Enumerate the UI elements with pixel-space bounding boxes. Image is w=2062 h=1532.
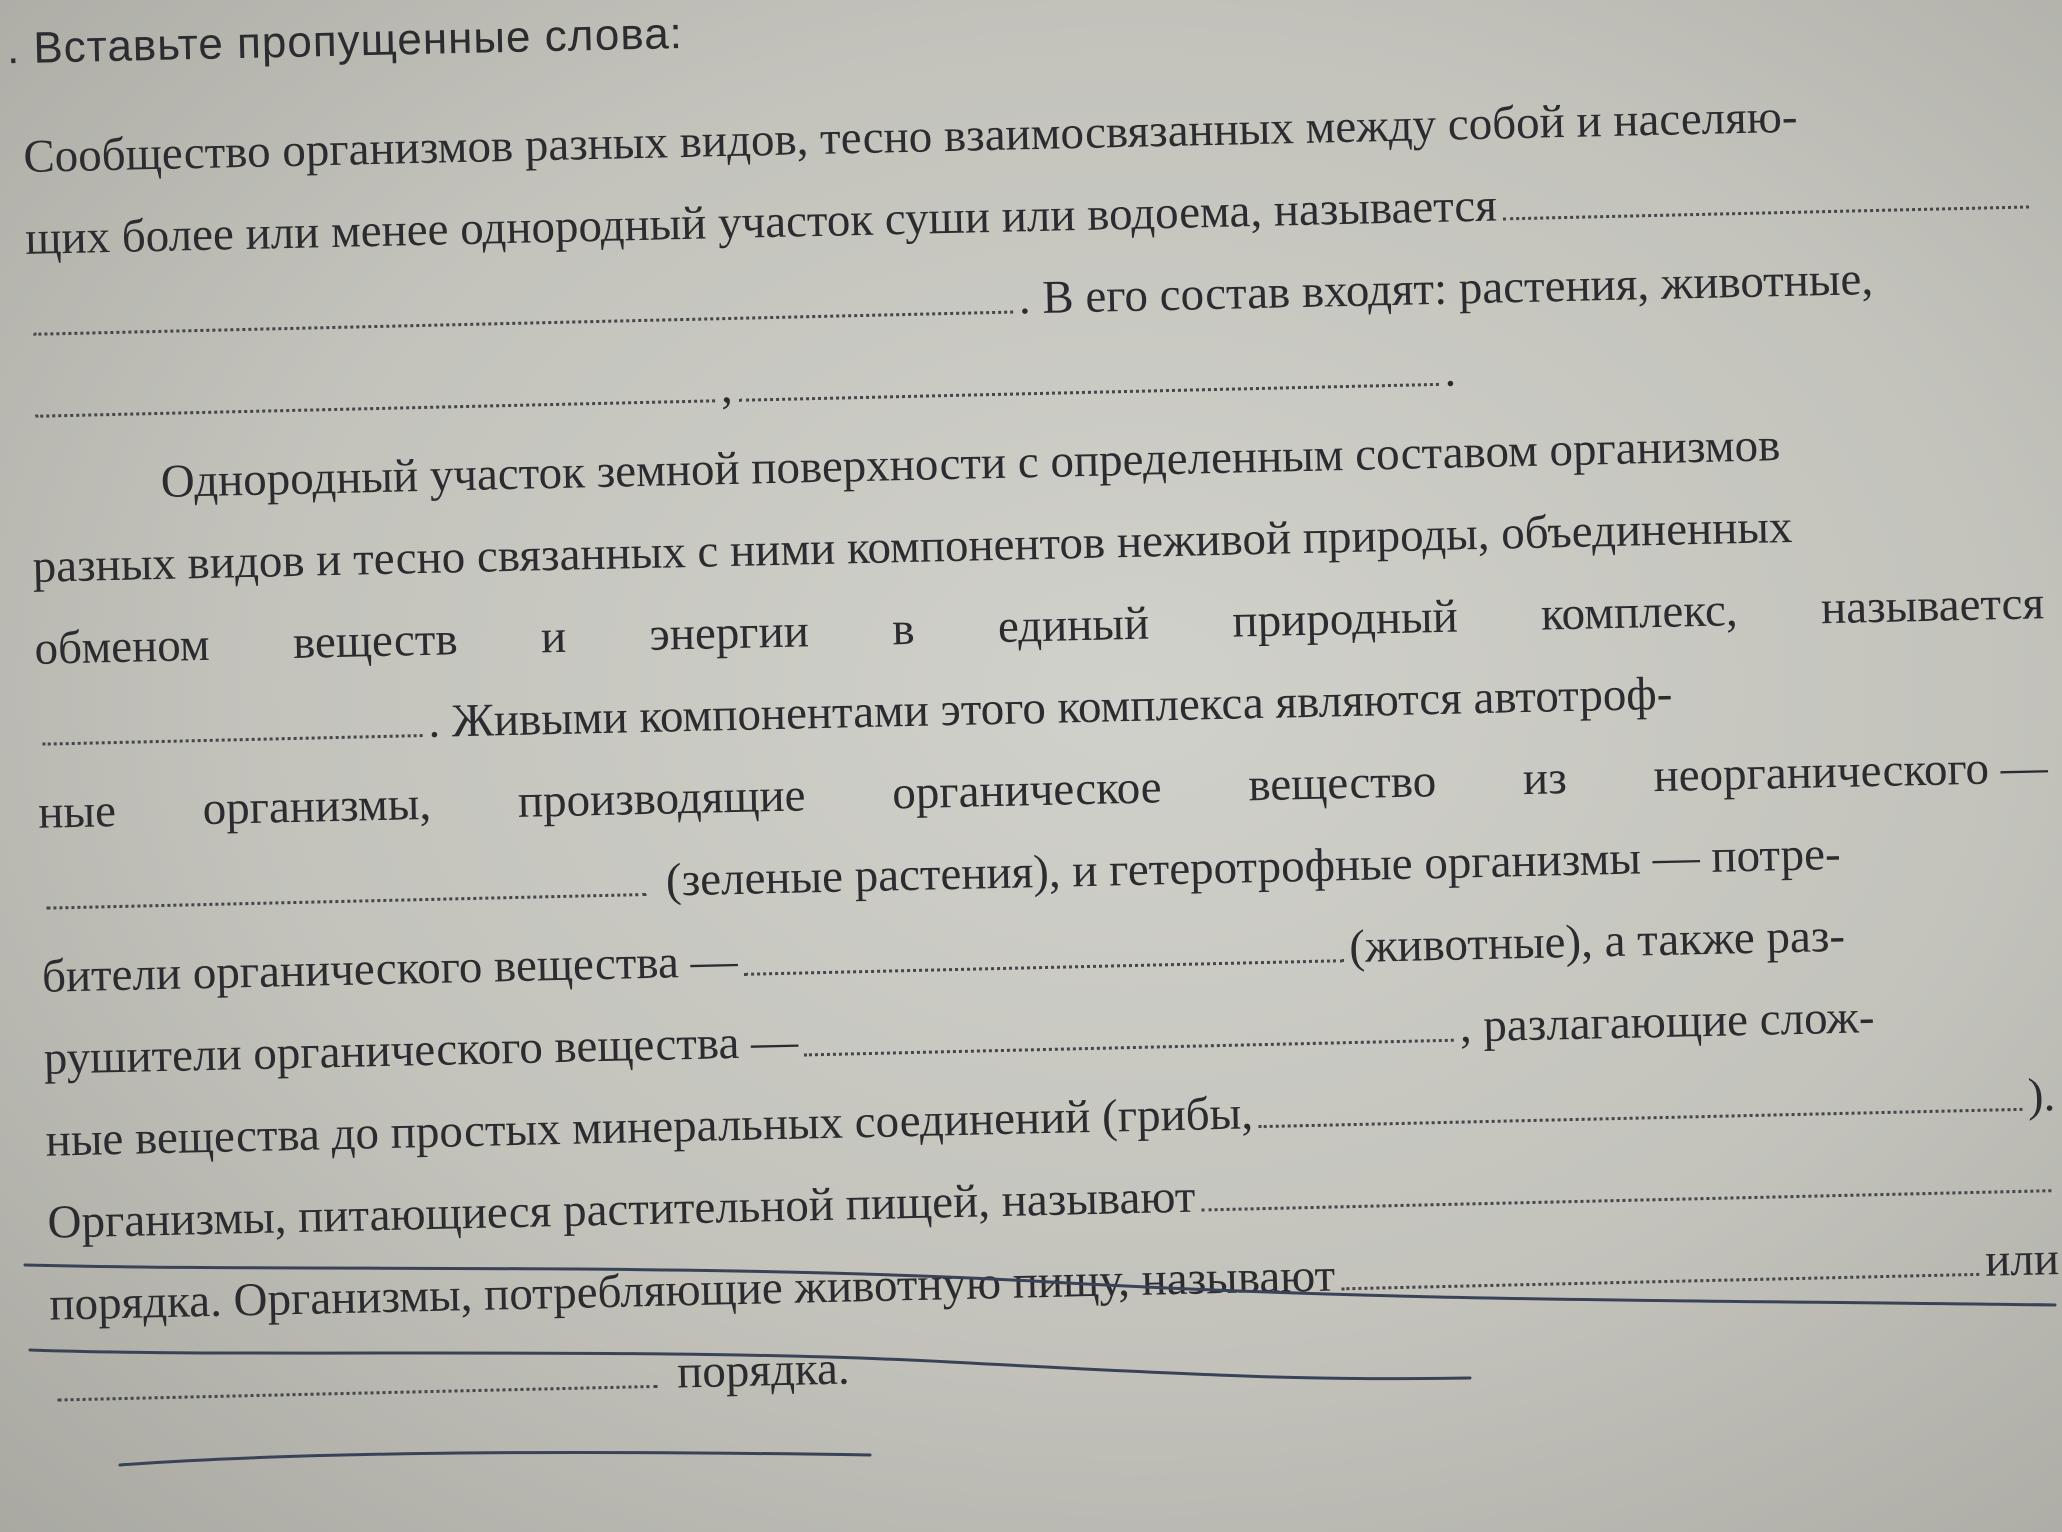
pen-underline-1 (25, 1265, 2055, 1305)
text-line: обменом веществ и энергии в единый природный комплекс, называется (33, 577, 2045, 675)
task-heading-text: Вставьте пропущенные слова: (32, 8, 684, 73)
text-line: порядка. (50, 1300, 2061, 1428)
text-line: (зеленые растения), и гетеротрофные организмы — потре- (39, 808, 2050, 936)
text-line: . В его состав входят: растения, животные, (26, 234, 2037, 362)
text-line: рушители органического вещества — , разлагающие слож- (43, 991, 1876, 1085)
text-line: Однородный участок земной поверхности с определенным составом организмов (160, 419, 1781, 508)
text-line: порядка. Организмы, потребляющие животную пищу, называют или (48, 1218, 2059, 1346)
text-line: бители органического вещества — (животные), а также раз- (41, 909, 1846, 1003)
text-line: . Живыми компонентами этого комплекса являются автотроф- (35, 644, 2046, 772)
underlined-sentence-part: Организмы, питающиеся растительной пищей, называют (46, 1170, 1196, 1249)
bullet: . (6, 24, 21, 74)
pen-underline-3 (120, 1452, 870, 1465)
pen-underline-2 (30, 1350, 1470, 1379)
text-line: разных видов и тесно связанных с ними компонентов неживой природы, объединенных (32, 500, 1793, 593)
text-line: ные вещества до простых минеральных соединений (грибы, ). (45, 1069, 2056, 1167)
text-line: , . (28, 316, 2039, 444)
text-line: Сообщество организмов разных видов, тесно взаимосвязанных между собой и населяю- (22, 90, 1798, 183)
text-line: ные организмы, производящие органическое вещество из неорганического — (37, 741, 2049, 839)
text-line: щих более или менее однородный участок суши или водоема, называется (24, 152, 2035, 280)
underlined-sentence-part: порядка. Организмы, потребляющие животную пищу, называют (48, 1249, 1336, 1331)
